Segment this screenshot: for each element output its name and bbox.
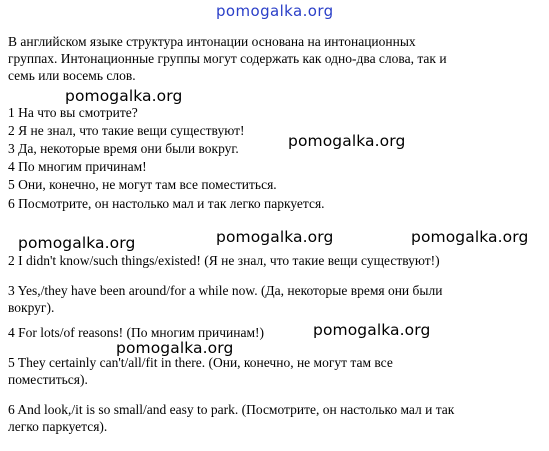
list-item: вокруг). (8, 300, 55, 315)
intro-line: В английском языке структура интонации основана на интонационных (8, 34, 416, 49)
list-item: 4 For lots/of reasons! (По многим причинам!) (8, 325, 265, 340)
watermark: pomogalka.org (313, 321, 431, 339)
list-item: 6 And look,/it is so small/and easy to park. (Посмотрите, он настолько мал и так (8, 402, 455, 417)
list-item: 5 Они, конечно, не могут там все поместиться. (8, 177, 277, 192)
watermark: pomogalka.org (18, 234, 136, 252)
list-item: 2 I didn't know/such things/existed! (Я не знал, что такие вещи существуют!) (8, 253, 440, 268)
watermark: pomogalka.org (411, 228, 529, 246)
list-item: 6 Посмотрите, он настолько мал и так легко паркуется. (8, 196, 325, 211)
watermark: pomogalka.org (288, 132, 406, 150)
list-item: 2 Я не знал, что такие вещи существуют! (8, 123, 245, 138)
list-item: 5 They certainly can't/all/fit in there. (Они, конечно, не могут там все (8, 355, 393, 370)
list-item: 4 По многим причинам! (8, 159, 147, 174)
list-item: 1 На что вы смотрите? (8, 105, 138, 120)
watermark-top: pomogalka.org (216, 2, 334, 20)
intro-line: группах. Интонационные группы могут содержать как одно-два слова, так и (8, 51, 447, 66)
watermark: pomogalka.org (116, 339, 234, 357)
list-item: легко паркуется). (8, 419, 108, 434)
intro-line: семь или восемь слов. (8, 68, 136, 83)
list-item: 3 Да, некоторые время они были вокруг. (8, 141, 239, 156)
watermark: pomogalka.org (216, 228, 334, 246)
watermark: pomogalka.org (65, 87, 183, 105)
list-item: 3 Yes,/they have been around/for a while now. (Да, некоторые время они были (8, 283, 443, 298)
list-item: поместиться). (8, 372, 88, 387)
